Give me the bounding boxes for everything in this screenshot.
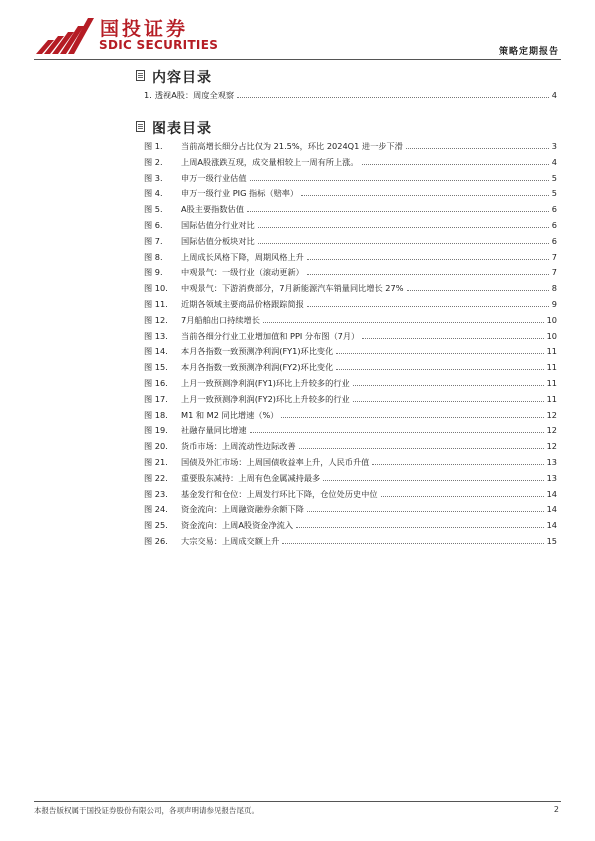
toc-entry-title: 国际估值分板块对比: [181, 235, 255, 246]
toc-entry-title: M1 和 M2 同比增速（%）: [181, 409, 279, 420]
logo-english-text: SDIC SECURITIES: [99, 38, 219, 52]
toc-entry-number: 图 12.: [144, 314, 168, 325]
figure-toc-entry[interactable]: [144, 534, 557, 548]
toc-entry-number: 图 19.: [144, 425, 168, 436]
figure-toc-entry[interactable]: [144, 329, 557, 343]
toc-entry-number: 图 3.: [144, 172, 163, 183]
dot-leader: [353, 384, 544, 386]
toc-entry-page: 3: [551, 141, 557, 151]
toc-entry-page: 14: [546, 520, 557, 531]
footer-divider: [34, 801, 561, 802]
toc-entry-title: A股主要指数估值: [181, 204, 244, 215]
dot-leader: [381, 495, 544, 497]
toc-entry-page: 13: [546, 457, 557, 467]
figure-toc-entry[interactable]: [144, 313, 557, 327]
toc-entry-page: 6: [551, 235, 557, 246]
toc-entry-title: 国债及外汇市场：上周国债收益率上升，人民币升值: [181, 457, 370, 467]
toc-entry-number: 图 6.: [144, 220, 163, 230]
toc-entry-page: 12: [546, 409, 557, 420]
dot-leader: [307, 273, 549, 275]
toc-entry-title: 本月各指数一致预测净利润(FY2)环比变化: [181, 362, 334, 373]
figure-toc-entry[interactable]: [144, 139, 557, 153]
dot-leader: [336, 368, 543, 370]
dot-leader: [372, 463, 543, 465]
dot-leader: [250, 431, 544, 433]
figure-toc-entry[interactable]: [144, 392, 557, 406]
toc-entry-page: 11: [546, 378, 557, 388]
dot-leader: [362, 163, 549, 165]
figure-toc-entry[interactable]: [144, 171, 557, 185]
dot-leader: [237, 96, 549, 98]
document-icon: [136, 70, 145, 81]
toc-entry-number: 图 4.: [144, 188, 163, 199]
figure-toc-entry[interactable]: [144, 186, 557, 200]
toc-entry-title: 7月船舶出口持续增长: [181, 314, 260, 325]
toc-entry-page: 11: [546, 362, 557, 373]
figure-toc-entry[interactable]: [144, 408, 557, 422]
toc-entry-number: 图 11.: [144, 299, 168, 309]
dot-leader: [250, 179, 549, 181]
toc-entry-page: 13: [546, 472, 557, 483]
contents-toc-entry[interactable]: [144, 88, 557, 102]
toc-entry-title: 中观景气：下游消费部分，7月新能源汽车销量同比增长 27%: [181, 283, 404, 294]
toc-entry-number: 图 13.: [144, 330, 168, 341]
toc-entry-number: 图 7.: [144, 235, 163, 246]
toc-entry-title: 当前高增长细分占比仅为 21.5%，环比 2024Q1 进一步下滑: [181, 141, 403, 151]
dot-leader: [362, 337, 543, 339]
toc-entry-title: 资金流向：上周融资融券余额下降: [181, 504, 304, 515]
toc-entry-number: 图 2.: [144, 156, 163, 167]
toc-entry-page: 10: [546, 314, 557, 325]
toc-entry-number: 图 15.: [144, 362, 168, 373]
logo-chinese-text: 国投证券: [100, 18, 189, 40]
document-icon: [136, 121, 145, 132]
figure-toc-entry[interactable]: [144, 281, 557, 295]
toc-entry-number: 图 24.: [144, 504, 168, 515]
dot-leader: [307, 305, 549, 307]
figures-title: 图表目录: [152, 121, 212, 137]
toc-entry-number: 图 25.: [144, 520, 168, 531]
figure-toc-entry[interactable]: [144, 439, 557, 453]
figure-toc-entry[interactable]: [144, 360, 557, 374]
toc-entry-title: 当前各细分行业工业增加值和 PPI 分布图（7月）: [181, 330, 360, 341]
dot-leader: [323, 479, 543, 481]
toc-entry-number: 图 1.: [144, 141, 163, 151]
toc-entry-title: 申万一级行业 PIG 指标（赔率）: [181, 188, 299, 199]
figure-toc-entry[interactable]: [144, 344, 557, 358]
dot-leader: [258, 226, 549, 228]
toc-entry-number: 图 14.: [144, 346, 168, 357]
toc-entry-number: 图 17.: [144, 393, 168, 404]
toc-entry-page: 4: [551, 90, 557, 100]
dot-leader: [247, 210, 549, 212]
toc-entry-number: 图 5.: [144, 204, 163, 215]
figure-toc-entry[interactable]: [144, 297, 557, 311]
figure-toc-entry[interactable]: [144, 250, 557, 264]
figure-toc-entry[interactable]: [144, 502, 557, 516]
figure-toc-entry[interactable]: [144, 218, 557, 232]
toc-entry-page: 15: [546, 536, 557, 546]
header-divider: [34, 59, 561, 60]
toc-entry-title: 国际估值分行业对比: [181, 220, 255, 230]
toc-entry-number: 1.: [144, 90, 152, 100]
page-number: 2: [553, 805, 559, 814]
toc-entry-page: 6: [551, 220, 557, 230]
figure-toc-entry[interactable]: [144, 423, 557, 437]
toc-entry-title: 重要股东减持：上周有色金属减持最多: [181, 472, 321, 483]
toc-entry-page: 10: [546, 330, 557, 341]
page-header: [0, 0, 595, 62]
toc-entry-title: 资金流向：上周A股资金净流入: [181, 520, 294, 531]
dot-leader: [296, 526, 544, 528]
toc-entry-number: 图 18.: [144, 409, 168, 420]
toc-entry-page: 5: [551, 172, 557, 183]
toc-entry-title: 社融存量同比增速: [181, 425, 247, 436]
contents-title: 内容目录: [152, 70, 212, 86]
toc-entry-title: 本月各指数一致预测净利润(FY1)环比变化: [181, 346, 334, 357]
dot-leader: [307, 258, 549, 260]
toc-entry-number: 图 16.: [144, 378, 168, 388]
toc-entry-title: 大宗交易：上周成交额上升: [181, 536, 280, 546]
figure-toc-entry[interactable]: [144, 455, 557, 469]
footer-disclaimer: 本报告版权属于国投证券股份有限公司，各项声明请参见报告尾页。: [34, 806, 259, 815]
dot-leader: [407, 289, 549, 291]
dot-leader: [299, 447, 544, 449]
toc-entry-number: 图 21.: [144, 457, 168, 467]
dot-leader: [353, 400, 544, 402]
toc-entry-number: 图 22.: [144, 472, 168, 483]
figure-toc-entry[interactable]: [144, 471, 557, 485]
toc-entry-title: 货币市场：上周流动性边际改善: [181, 441, 296, 452]
toc-entry-number: 图 20.: [144, 441, 168, 452]
toc-entry-page: 7: [551, 267, 557, 278]
toc-entry-title: 中观景气：一级行业（滚动更新）: [181, 267, 304, 278]
toc-entry-page: 8: [551, 283, 557, 294]
dot-leader: [258, 242, 549, 244]
dot-leader: [282, 542, 543, 544]
dot-leader: [406, 147, 549, 149]
toc-entry-page: 14: [546, 504, 557, 515]
figure-toc-entry[interactable]: [144, 487, 557, 501]
dot-leader: [307, 510, 544, 512]
toc-entry-page: 12: [546, 441, 557, 452]
figure-toc-entry[interactable]: [144, 155, 557, 169]
figure-toc-entry[interactable]: [144, 234, 557, 248]
figure-toc-entry[interactable]: [144, 265, 557, 279]
toc-entry-number: 图 9.: [144, 267, 163, 278]
toc-entry-number: 图 10.: [144, 283, 168, 294]
toc-entry-number: 图 26.: [144, 536, 168, 546]
report-type-label: 策略定期报告: [498, 47, 559, 57]
figure-toc-entry[interactable]: [144, 518, 557, 532]
toc-entry-number: 图 8.: [144, 251, 163, 262]
dot-leader: [263, 321, 544, 323]
toc-entry-page: 6: [551, 204, 557, 215]
figure-toc-entry[interactable]: [144, 202, 557, 216]
toc-entry-page: 11: [546, 393, 557, 404]
toc-entry-title: 申万一级行业估值: [181, 172, 247, 183]
sdic-logo-icon: [34, 14, 94, 54]
dot-leader: [281, 416, 543, 418]
toc-entry-title: 上周成长风格下降，周期风格上升: [181, 251, 304, 262]
toc-entry-number: 图 23.: [144, 488, 168, 499]
toc-entry-page: 9: [551, 299, 557, 309]
toc-entry-page: 14: [546, 488, 557, 499]
toc-entry-page: 4: [551, 156, 557, 167]
figure-toc-entry[interactable]: [144, 376, 557, 390]
toc-entry-title: 上周A股涨跌互现，成交量相较上一周有所上涨。: [181, 156, 359, 167]
toc-entry-title: 近期各领域主要商品价格跟踪简报: [181, 299, 304, 309]
dot-leader: [301, 194, 549, 196]
toc-entry-page: 7: [551, 251, 557, 262]
toc-entry-title: 透视A股：周度全观察: [154, 90, 235, 100]
toc-entry-title: 上月一致预测净利润(FY1)环比上升较多的行业: [181, 378, 350, 388]
toc-entry-page: 12: [546, 425, 557, 436]
toc-entry-title: 基金发行和仓位：上周发行环比下降，仓位处历史中位: [181, 488, 378, 499]
toc-entry-page: 5: [551, 188, 557, 199]
toc-entry-title: 上月一致预测净利润(FY2)环比上升较多的行业: [181, 393, 350, 404]
toc-entry-page: 11: [546, 346, 557, 357]
dot-leader: [336, 352, 543, 354]
